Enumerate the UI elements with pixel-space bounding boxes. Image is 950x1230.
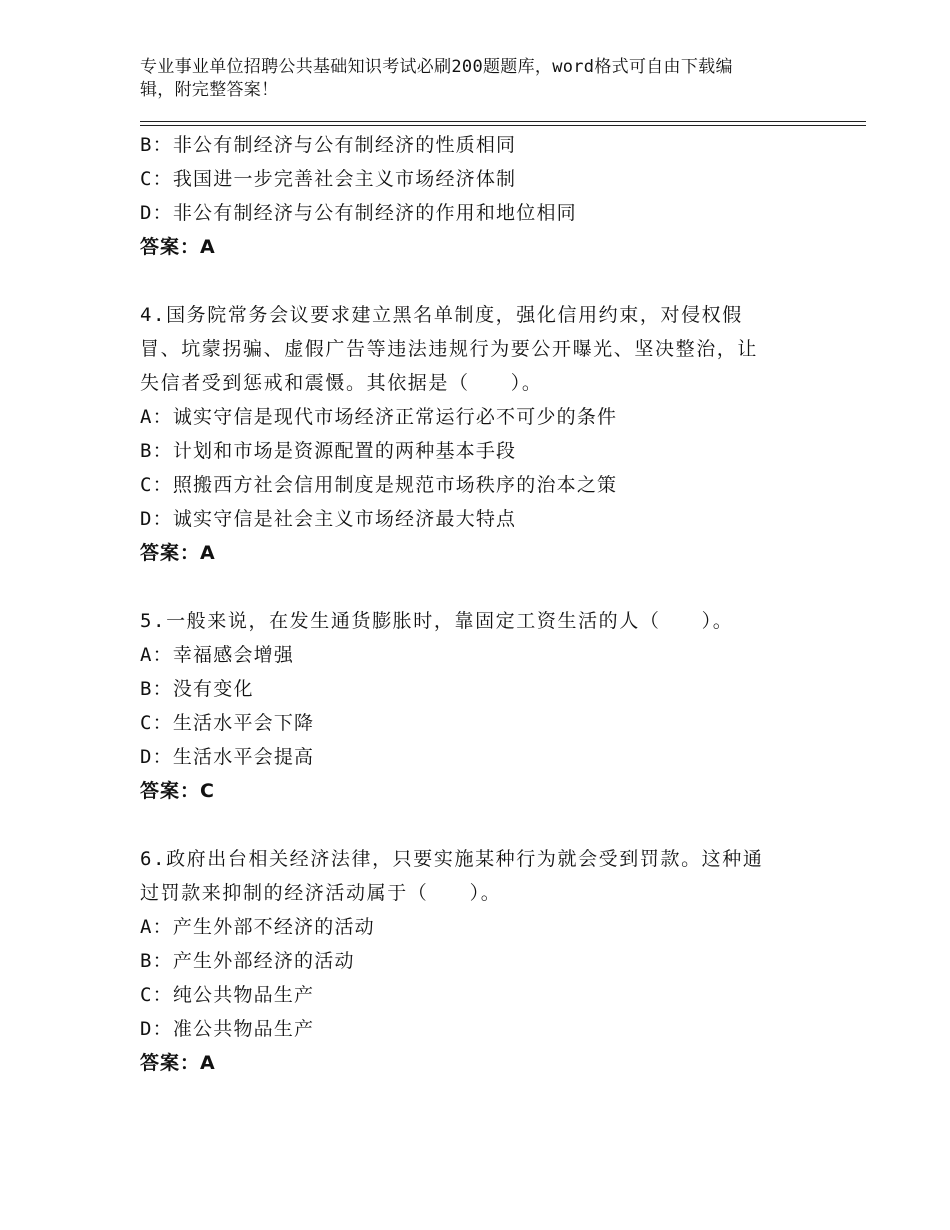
option-b: B：非公有制经济与公有制经济的性质相同 xyxy=(140,134,517,156)
answer-label: 答案：A xyxy=(140,236,216,258)
spacer xyxy=(140,570,840,604)
option-d: D：非公有制经济与公有制经济的作用和地位相同 xyxy=(140,202,577,224)
option-b: B：计划和市场是资源配置的两种基本手段 xyxy=(140,440,517,462)
option-c: C：生活水平会下降 xyxy=(140,712,315,734)
question-list xyxy=(140,128,840,1080)
option-d: D：准公共物品生产 xyxy=(140,1018,315,1040)
answer-label: 答案：A xyxy=(140,542,216,564)
option-c: C：照搬西方社会信用制度是规范市场秩序的治本之策 xyxy=(140,474,618,496)
question-5 xyxy=(140,604,840,808)
option-b: B：产生外部经济的活动 xyxy=(140,950,355,972)
question-text-line: 6.政府出台相关经济法律，只要实施某种行为就会受到罚款。这种通 xyxy=(140,848,764,870)
question-text-line: 4.国务院常务会议要求建立黑名单制度，强化信用约束，对侵权假 xyxy=(140,304,743,326)
option-d: D：诚实守信是社会主义市场经济最大特点 xyxy=(140,508,517,530)
spacer xyxy=(140,808,840,842)
question-text-line: 冒、坑蒙拐骗、虚假广告等违法违规行为要公开曝光、坚决整治，让 xyxy=(140,338,759,360)
question-text-line: 失信者受到惩戒和震慑。其依据是（ ）。 xyxy=(140,372,543,394)
question-3-continuation xyxy=(140,128,840,264)
option-c: C：我国进一步完善社会主义市场经济体制 xyxy=(140,168,517,190)
question-text-line: 过罚款来抑制的经济活动属于（ ）。 xyxy=(140,882,502,904)
option-c: C：纯公共物品生产 xyxy=(140,984,315,1006)
question-6 xyxy=(140,842,840,1080)
option-a: A：幸福感会增强 xyxy=(140,644,295,666)
option-a: A：产生外部不经济的活动 xyxy=(140,916,375,938)
option-d: D：生活水平会提高 xyxy=(140,746,315,768)
header-line-2: 辑，附完整答案！ xyxy=(140,80,279,100)
answer-label: 答案：A xyxy=(140,1052,216,1074)
header-line-1: 专业事业单位招聘公共基础知识考试必刷200题题库，word格式可自由下载编 xyxy=(140,57,733,77)
header-divider xyxy=(140,121,866,126)
answer-label: 答案：C xyxy=(140,780,215,802)
question-text-line: 5.一般来说，在发生通货膨胀时，靠固定工资生活的人（ ）。 xyxy=(140,610,734,632)
option-b: B：没有变化 xyxy=(140,678,254,700)
page-header xyxy=(140,56,790,102)
spacer xyxy=(140,264,840,298)
question-4 xyxy=(140,298,840,570)
option-a: A：诚实守信是现代市场经济正常运行必不可少的条件 xyxy=(140,406,618,428)
